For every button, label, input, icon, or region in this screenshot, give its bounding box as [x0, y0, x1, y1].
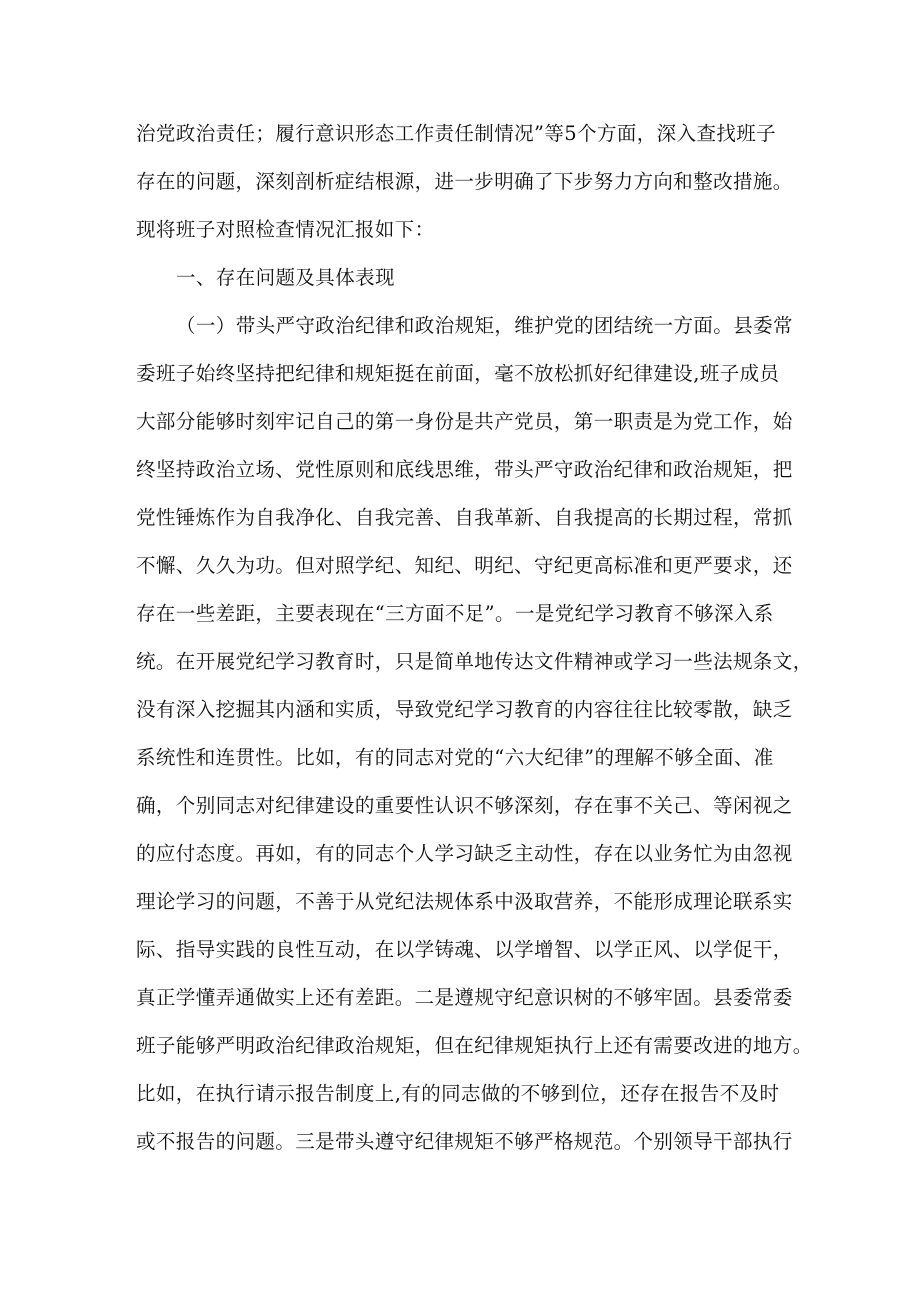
text-line: 委班子始终坚持把纪律和规矩挺在前面，毫不放松抓好纪律建设,班子成员 [136, 362, 780, 385]
text-line: 系统性和连贯性。比如，有的同志对党的“六大纪律”的理解不够全面、准 [136, 746, 774, 769]
text-line: 班子能够严明政治纪律政治规矩，但在纪律规矩执行上还有需要改进的地方。 [136, 1034, 813, 1057]
text-line: 真正学懂弄通做实上还有差距。二是遵规守纪意识树的不够牢固。县委常委 [136, 986, 793, 1009]
text-line: 比如，在执行请示报告制度上,有的同志做的不够到位，还存在报告不及时 [136, 1082, 780, 1105]
text-line: 理论学习的问题，不善于从党纪法规体系中汲取营养，不能形成理论联系实 [136, 890, 793, 913]
text-line: 际、指导实践的良性互动，在以学铸魂、以学增智、以学正风、以学促干， [136, 938, 793, 961]
text-line: 党性锤炼作为自我净化、自我完善、自我革新、自我提高的长期过程，常抓 [136, 506, 793, 529]
text-line: 现将班子对照检查情况汇报如下： [136, 218, 435, 241]
text-line: 没有深入挖掘其内涵和实质，导致党纪学习教育的内容往往比较零散，缺乏 [136, 698, 793, 721]
text-line: 存在的问题，深刻剖析症结根源，进一步明确了下步努力方向和整改措施。 [136, 170, 793, 193]
text-line: 或不报告的问题。三是带头遵守纪律规矩不够严格规范。个别领导干部执行 [136, 1130, 793, 1153]
text-line: 的应付态度。再如，有的同志个人学习缺乏主动性，存在以业务忙为由忽视 [136, 842, 793, 865]
section-heading: 一、存在问题及具体表现 [176, 266, 395, 289]
text-line: （一）带头严守政治纪律和政治规矩，维护党的团结统一方面。县委常 [176, 314, 793, 337]
text-line: 大部分能够时刻牢记自己的第一身份是共产党员，第一职责是为党工作，始 [136, 410, 793, 433]
text-line: 确，个别同志对纪律建设的重要性认识不够深刻，存在事不关己、等闲视之 [136, 794, 793, 817]
text-line: 不懈、久久为功。但对照学纪、知纪、明纪、守纪更高标准和更严要求，还 [136, 554, 793, 577]
text-line: 终坚持政治立场、党性原则和底线思维，带头严守政治纪律和政治规矩，把 [136, 458, 793, 481]
text-line: 统。在开展党纪学习教育时，只是简单地传达文件精神或学习一些法规条文， [136, 650, 813, 673]
text-line: 治党政治责任；履行意识形态工作责任制情况”等5个方面，深入查找班子 [136, 122, 777, 145]
text-line: 存在一些差距，主要表现在“三方面不足”。一是党纪学习教育不够深入系 [136, 602, 774, 625]
